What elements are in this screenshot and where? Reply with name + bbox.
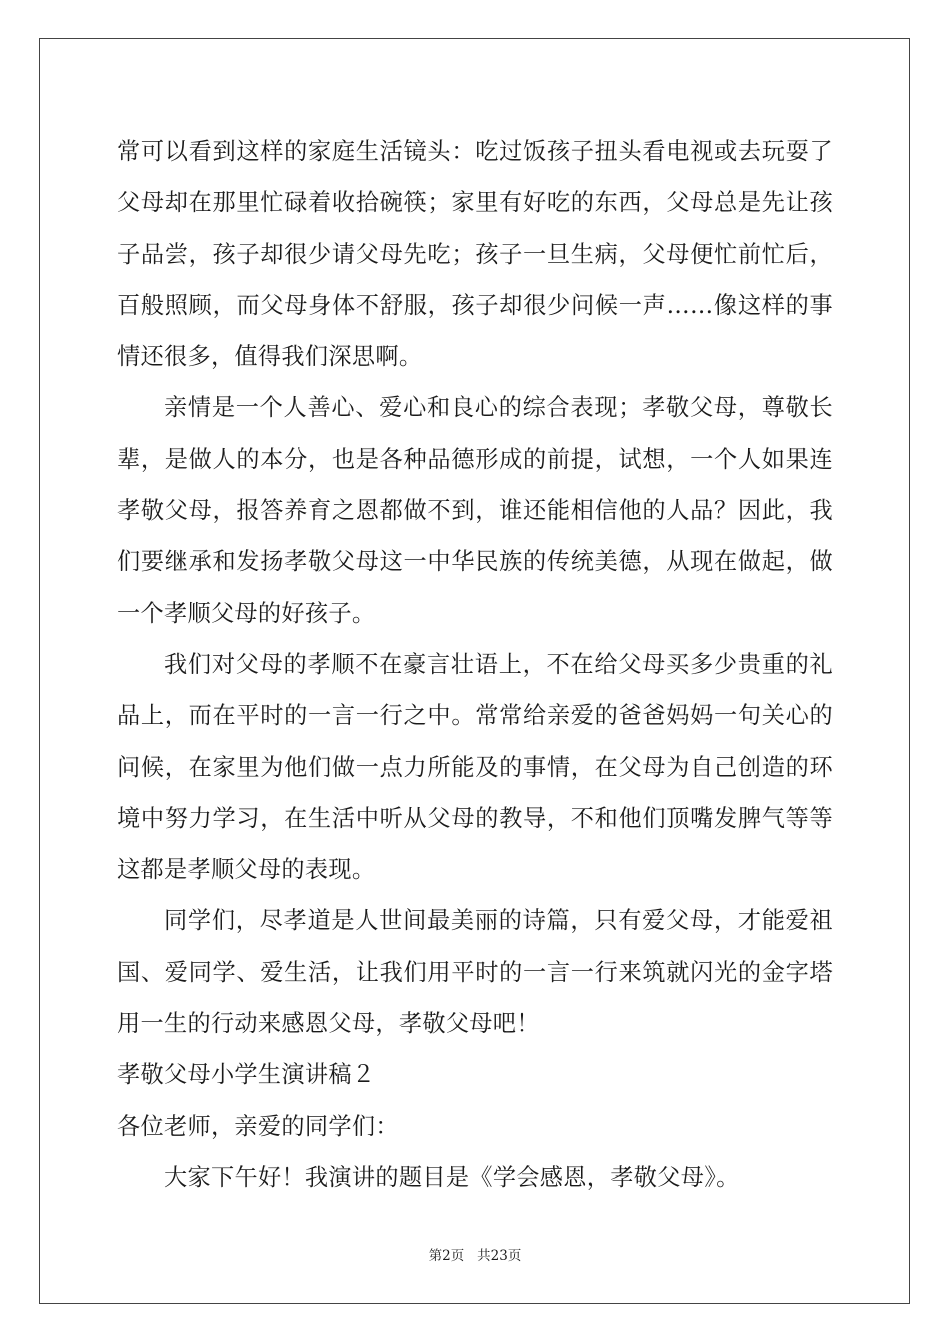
paragraph-family-scenes: 常可以看到这样的家庭生活镜头：吃过饭孩子扭头看电视或去玩耍了父母却在那里忙碌着收拾碗筷；家里有好吃的东西，父母总是先让孩子品尝，孩子却很少请父母先吃；孩子一旦生病，父母便忙前忙后，百般照顾，而父母身体不舒服，孩子却很少问候一声……像这样的事情还很多，值得我们深思啊。 xyxy=(117,138,833,371)
total-pages: 共23页 xyxy=(477,1248,522,1264)
paragraph-opening: 大家下午好！我演讲的题目是《学会感恩，孝敬父母》。 xyxy=(164,1163,740,1191)
paragraph-daily-filial-piety: 我们对父母的孝顺不在豪言壮语上，不在给父母买多少贵重的礼品上，而在平时的一言一行之中。常常给亲爱的爸爸妈妈一句关心的问候，在家里为他们做一点力所能及的事情，在父母为自己创造的环境中努力学习，在生活中听从父母的教导，不和他们顶嘴发脾气等等这都是孝顺父母的表现。 xyxy=(117,650,833,884)
paragraph-closing-call: 同学们，尽孝道是人世间最美丽的诗篇，只有爱父母，才能爱祖国、爱同学、爱生活，让我们用平时的一言一行来筑就闪光的金字塔用一生的行动来感恩父母，孝敬父母吧！ xyxy=(117,907,833,1038)
section-heading: 孝敬父母小学生演讲稿２ xyxy=(117,1061,376,1089)
page-footer xyxy=(0,1246,950,1266)
salutation: 各位老师，亲爱的同学们： xyxy=(117,1112,399,1140)
document-body xyxy=(117,126,833,1203)
paragraph-family-love: 亲情是一个人善心、爱心和良心的综合表现；孝敬父母，尊敬长辈，是做人的本分，也是各种品德形成的前提，试想，一个人如果连孝敬父母，报答养育之恩都做不到，谁还能相信他的人品？因此，我们要继承和发扬孝敬父母这一中华民族的传统美德，从现在做起，做一个孝顺父母的好孩子。 xyxy=(117,394,833,627)
page-number: 第2页 xyxy=(428,1248,465,1264)
